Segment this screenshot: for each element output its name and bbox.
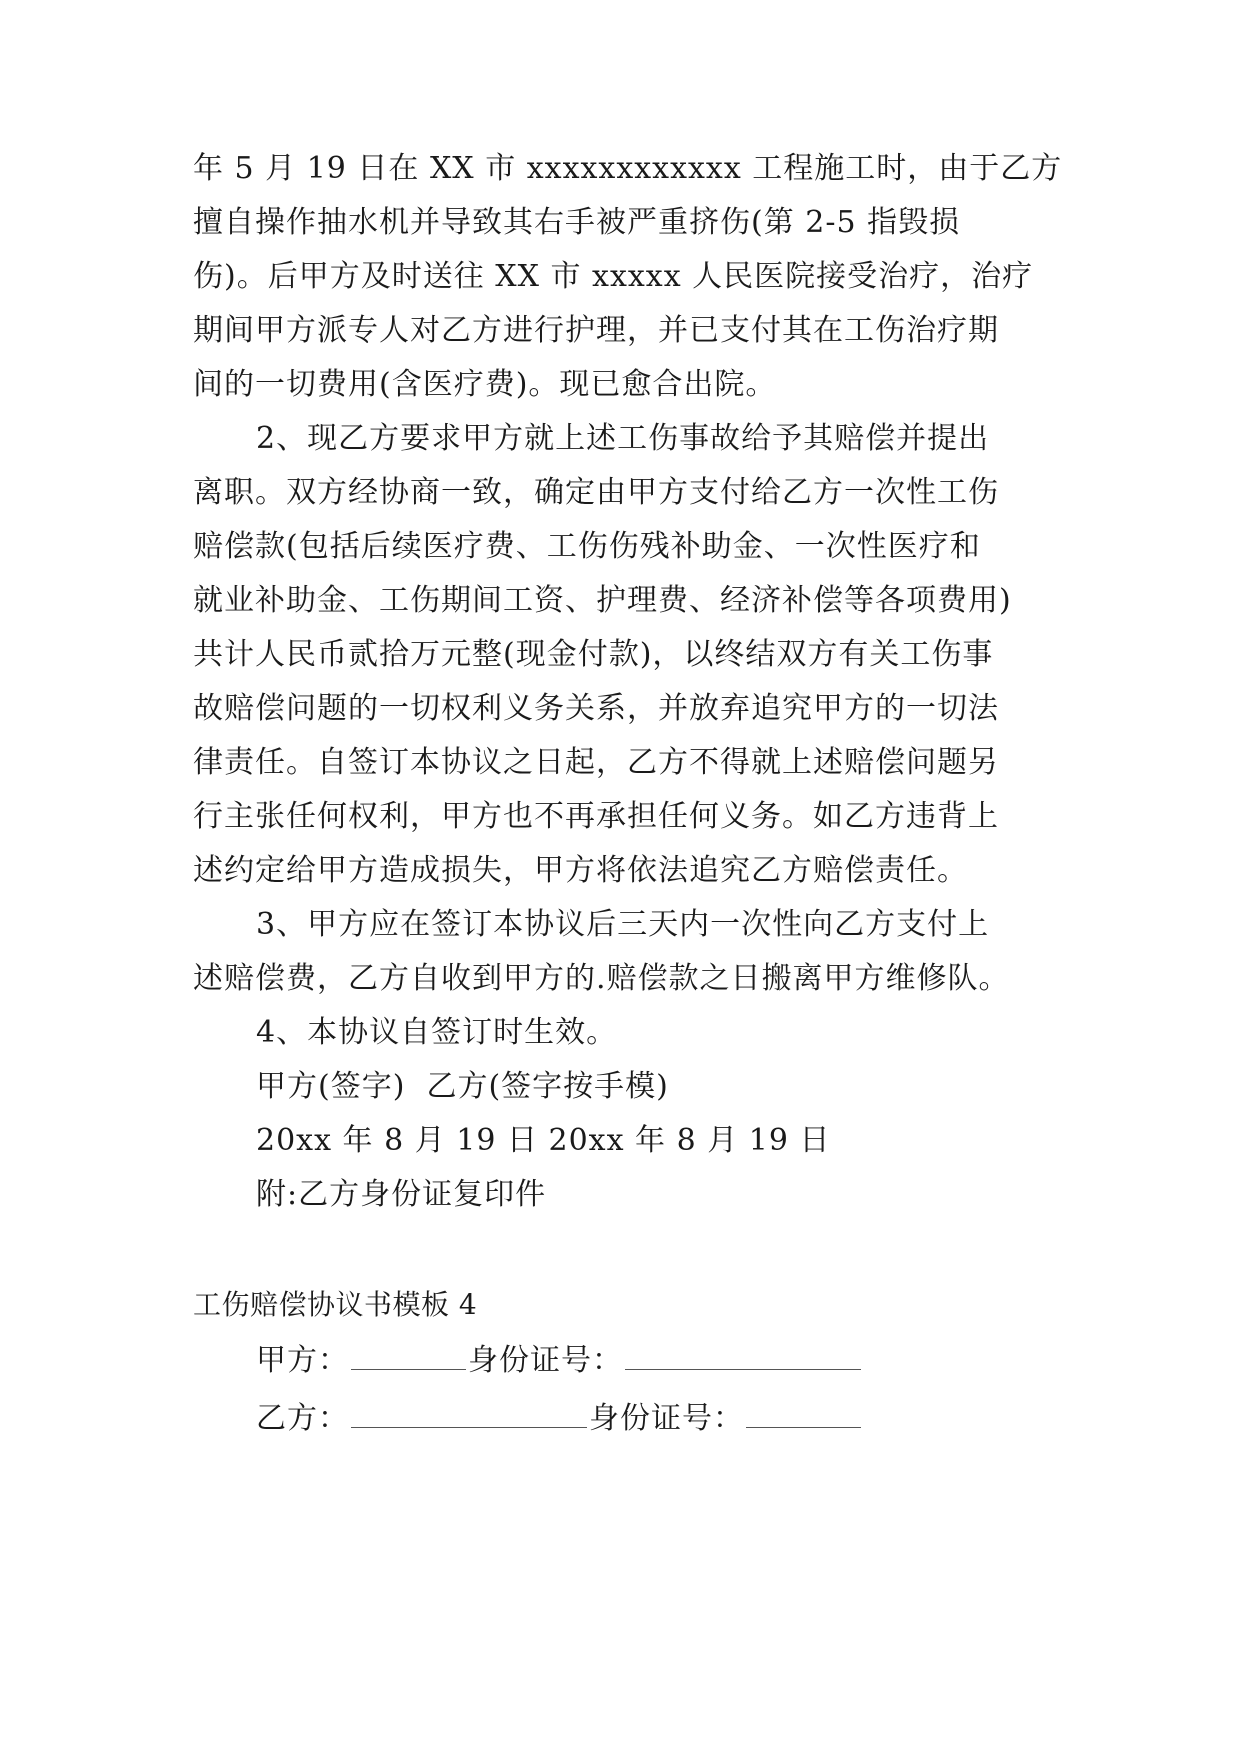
paragraph-2-line-2: 离职。双方经协商一致，确定由甲方支付给乙方一次性工伤 [193,475,999,510]
party-b-row [256,1389,1136,1449]
party-b-label: 乙方： [256,1401,349,1436]
party-b-id-blank[interactable] [746,1401,861,1428]
party-a-label: 甲方： [256,1343,349,1378]
attachment-note: 附:乙方身份证复印件 [256,1177,547,1212]
party-a-id-label: 身份证号： [468,1343,623,1378]
paragraph-3-line-2: 述赔偿费，乙方自收到甲方的.赔偿款之日搬离甲方维修队。 [193,961,1010,996]
paragraph-2-line-3: 赔偿款(包括后续医疗费、工伤伤残补助金、一次性医疗和 [193,529,981,564]
signature-line: 甲方(签字) 乙方(签字按手模) [256,1069,669,1104]
paragraph-4: 4、本协议自签订时生效。 [256,1015,618,1050]
party-b-id-label: 身份证号： [589,1401,744,1436]
paragraph-2-line-7: 律责任。自签订本协议之日起，乙方不得就上述赔偿问题另 [193,745,999,780]
party-a-row [256,1331,1136,1391]
paragraph-1-line-1: 年 5 月 19 日在 XX 市 xxxxxxxxxxxx 工程施工时，由于乙方 [193,151,1063,186]
paragraph-3-line-1: 3、甲方应在签订本协议后三天内一次性向乙方支付上 [256,907,990,942]
paragraph-2-line-8: 行主张任何权利，甲方也不再承担任何义务。如乙方违背上 [193,799,999,834]
paragraph-2-line-5: 共计人民币贰拾万元整(现金付款)，以终结双方有关工伤事 [193,637,994,672]
party-a-name-blank[interactable] [351,1343,466,1370]
paragraph-1-line-5: 间的一切费用(含医疗费)。现已愈合出院。 [193,367,777,402]
section-title: 工伤赔偿协议书模板 4 [193,1288,478,1321]
paragraph-2-line-4: 就业补助金、工伤期间工资、护理费、经济补偿等各项费用) [193,583,1012,618]
party-b-name-blank[interactable] [351,1401,587,1428]
date-line: 20xx 年 8 月 19 日 20xx 年 8 月 19 日 [256,1123,831,1158]
party-a-id-blank[interactable] [625,1343,861,1370]
paragraph-1-line-2: 擅自操作抽水机并导致其右手被严重挤伤(第 2-5 指毁损 [193,205,961,240]
paragraph-2-line-1: 2、现乙方要求甲方就上述工伤事故给予其赔偿并提出 [256,421,990,456]
paragraph-2-line-9: 述约定给甲方造成损失，甲方将依法追究乙方赔偿责任。 [193,853,968,888]
paragraph-2-line-6: 故赔偿问题的一切权利义务关系，并放弃追究甲方的一切法 [193,691,999,726]
paragraph-1-line-3: 伤)。后甲方及时送往 XX 市 xxxxx 人民医院接受治疗，治疗 [193,259,1034,294]
paragraph-1-line-4: 期间甲方派专人对乙方进行护理，并已支付其在工伤治疗期 [193,313,999,348]
